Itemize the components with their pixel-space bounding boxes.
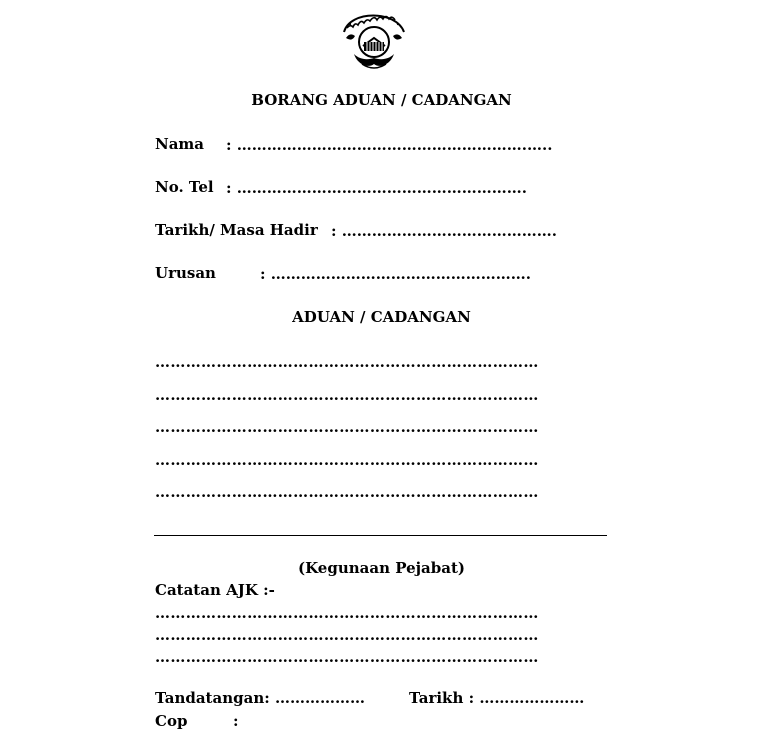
divider — [154, 535, 607, 536]
catatan-line[interactable]: ………………………………………………………………… — [155, 648, 539, 666]
nama-label: Nama — [155, 135, 205, 153]
complaint-line[interactable]: ………………………………………………………………… — [155, 418, 539, 436]
complaint-line[interactable]: ………………………………………………………………… — [155, 386, 539, 404]
complaint-line[interactable]: ………………………………………………………………… — [155, 451, 539, 469]
tel-input-line[interactable]: : …………………………………………………. — [226, 179, 527, 197]
organization-logo-icon — [336, 2, 412, 74]
nama-input-line[interactable]: : ………………………………………………….….. — [226, 136, 553, 154]
form-title: BORANG ADUAN / CADANGAN — [251, 91, 512, 109]
catatan-line[interactable]: ………………………………………………………………… — [155, 626, 539, 644]
cop-field[interactable]: : — [233, 712, 239, 730]
cop-label: Cop — [155, 712, 188, 730]
complaint-line[interactable]: ………………………………………………………………… — [155, 353, 539, 371]
tel-label: No. Tel — [155, 178, 214, 196]
complaint-line[interactable]: ………………………………………………………………… — [155, 483, 539, 501]
section-title: ADUAN / CADANGAN — [292, 308, 471, 326]
signature-field[interactable]: Tandatangan: ……………… — [155, 689, 365, 707]
tarikh-masa-input-line[interactable]: : ……………………………………. — [331, 222, 557, 240]
office-use-heading: (Kegunaan Pejabat) — [297, 559, 465, 577]
date-field[interactable]: Tarikh : ………………… — [409, 689, 585, 707]
catatan-line[interactable]: ………………………………………………………………… — [155, 604, 539, 622]
catatan-ajk-label: Catatan AJK :- — [155, 581, 275, 599]
tarikh-masa-label: Tarikh/ Masa Hadir — [155, 221, 318, 239]
urusan-input-line[interactable]: : ……………………………………………. — [260, 265, 531, 283]
urusan-label: Urusan — [155, 264, 216, 282]
